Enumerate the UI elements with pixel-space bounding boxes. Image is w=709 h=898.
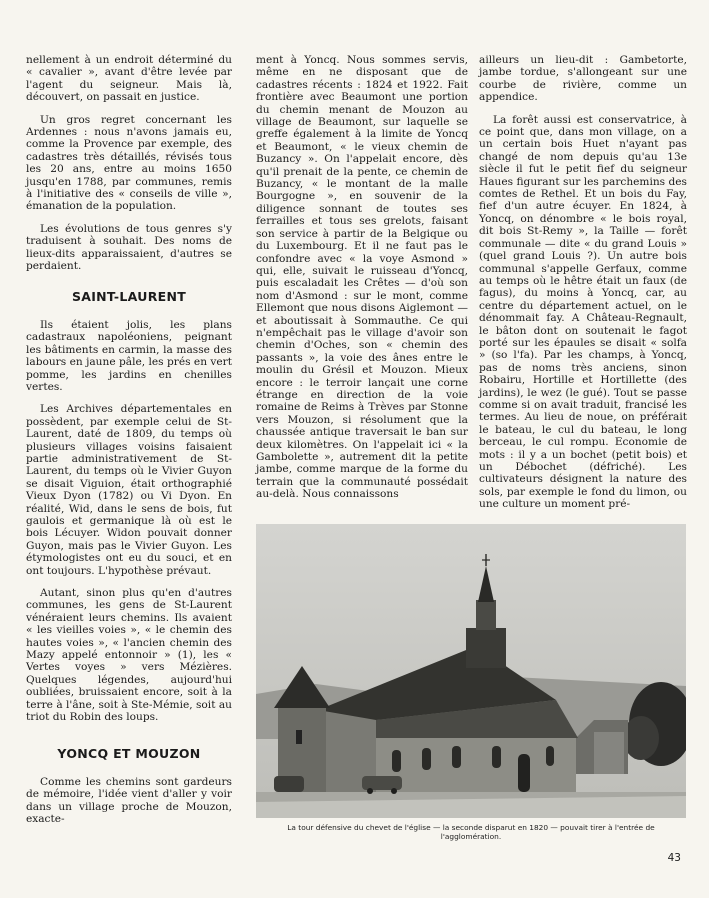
paragraph: Un gros regret concernant les Ardennes : nous n'avons jamais eu, comme la Provence par exemple, des cadastres très détaillés, révisés tous les 20 ans, entre au moins 1650 jusqu'en 1788, par communes, remis à l'initiative des « conseils de ville », émanation de la population. <box>26 113 232 213</box>
paragraph: nellement à un endroit déterminé du « cavalier », avant d'être levée par l'agent du seigneur. Mais là, découvert, on passait en justice. <box>26 54 232 104</box>
church-photo <box>256 524 686 818</box>
paragraph: ment à Yoncq. Nous sommes servis, même en ne disposant que de cadastres récents : 1824 et 1922. Fait frontière avec Beaumont une portion du chemin menant de Mouzon au village de Beaumont, sur laquelle se greffe également à la limite de Yoncq et Beaumont, « le vieux chemin de Buzancy ». On l'appelait encore, dès qu'il prenait de la pente, ce chemin de Buzancy, « le montant de la malle Bourgogne », en souvenir de la diligence sonnant de toutes ses ferrailles et tous ses grelots, faisant son service à partir de la Belgique ou du Luxembourg. Et il ne faut pas le confondre avec « la voye Asmond » qui, elle, suivait le ruisseau d'Yoncq, puis escaladait les Crêtes — d'où son nom d'Asmond : sur le mont, comme Ellemont que nous disons Aiglemont — et aboutissait à Sommauthe. Ce qui n'empêchait pas le village d'avoir son chemin d'Oches, son « chemin des passants », la voie des ânes entre le moulin du Grésil et Mouzon. Mieux encore : le terroir lançait une corne étrange en direction de la voie romaine de Reims à Trèves par Stonne vers Mouzon, si résolument que la chaussée antique traversait le ban sur deux kilomètres. On l'appelait ici « la Gambolette », autrement dit la petite jambe, comme marque de la forme du terrain que la communauté possédait au-delà. Nous connaissons <box>256 54 468 501</box>
paragraph: Comme les chemins sont gardeurs de mémoire, l'idée vient d'aller y voir dans un village proche de Mouzon, exacte- <box>26 775 232 826</box>
paragraph: ailleurs un lieu-dit : Gambetorte, jambe tordue, s'allongeant sur une courbe de rivière, comme un appendice. <box>479 54 687 104</box>
photo-caption: La tour défensive du chevet de l'église — la seconde disparut en 1820 — pouvait tirer à l'entrée de l'agglomération. <box>287 823 655 842</box>
right-text-column <box>479 54 687 521</box>
section-heading-saint-laurent: SAINT-LAURENT <box>71 288 187 304</box>
paragraph: La forêt aussi est conservatrice, à ce point que, dans mon village, on a un certain bois Huet n'ayant pas changé de nom depuis qu'au 13e siècle il fut le petit fief du seigneur Haues figurant sur les parchemins des comtes de Rethel. Et un bois du Fay, fief d'un autre écuyer. En 1824, à Yoncq, on dénombre « le bois royal, dit bois St-Remy », la Taille — forêt communale — dite « du grand Louis » (quel grand Louis ?). Un autre bois communal s'appelle Gerfaux, comme au temps où le hêtre était un faux (de fagus), du moins à Yoncq, car, au centre du département actuel, on le dénommait fay. A Château-Regnault, le bâton dont on soutenait le fagot porté sur les épaules se disait « solfa » (so l'fa). Par les champs, à Yoncq, pas de noms très anciens, sinon Robairu, Hortille et Hortillette (des jardins), le wez (le gué). Tout se passe comme si on avait traduit, francisé les termes. Au lieu de noue, on préférait le bateau, le cul du bateau, le long berceau, le cul rompu. Economie de mots : il y a un bochet (petit bois) et un Débochet (défriché). Les cultivateurs désignent la nature des sols, par exemple le fond du limon, ou une culture un moment pré- <box>479 113 687 511</box>
left-text-column <box>26 54 232 836</box>
paragraph: Ils étaient jolis, les plans cadastraux napoléoniens, peignant les bâtiments en carmin, la masse des labours en jaune pâle, les prés en vert pomme, les jardins en chenilles vertes. <box>26 318 232 393</box>
paragraph: Les Archives départementales en possèdent, par exemple celui de St-Laurent, daté de 1809, du temps où plusieurs villages voisins faisaient partie administrativement de St-Laurent, du temps où le Vivier Guyon se disait Viguion, était orthographié Vieux Dyon (1782) ou Vi Dyon. En réalité, Wid, dans le sens de bois, fut gaulois et germanique là où est le bois Lécuyer. Widon pouvait donner Guyon, mais pas le Vivier Guyon. Les étymologistes ont eu du souci, et en ont toujours. L'hypothèse prévaut. <box>26 403 232 577</box>
page-number: 43 <box>667 852 681 864</box>
paragraph: Autant, sinon plus qu'en d'autres communes, les gens de St-Laurent vénéraient leurs chemins. Ils avaient « les vieilles voies », « le chemin des hautes voies », « l'ancien chemin des Mazy appelé entonnoir » (1), les « Vertes voyes » vers Mézières. Quelques légendes, aujourd'hui oubliées, bruissaient encore, soit à la terre à l'âne, soit à Ste-Mémie, soit au triot du Robin des loups. <box>26 587 232 724</box>
paragraph: Les évolutions de tous genres s'y traduisent à souhait. Des noms de lieux-dits apparaissaient, d'autres se perdaient. <box>26 222 232 273</box>
section-heading-yoncq-et-mouzon: YONCQ ET MOUZON <box>57 745 201 761</box>
middle-text-column <box>256 54 468 511</box>
